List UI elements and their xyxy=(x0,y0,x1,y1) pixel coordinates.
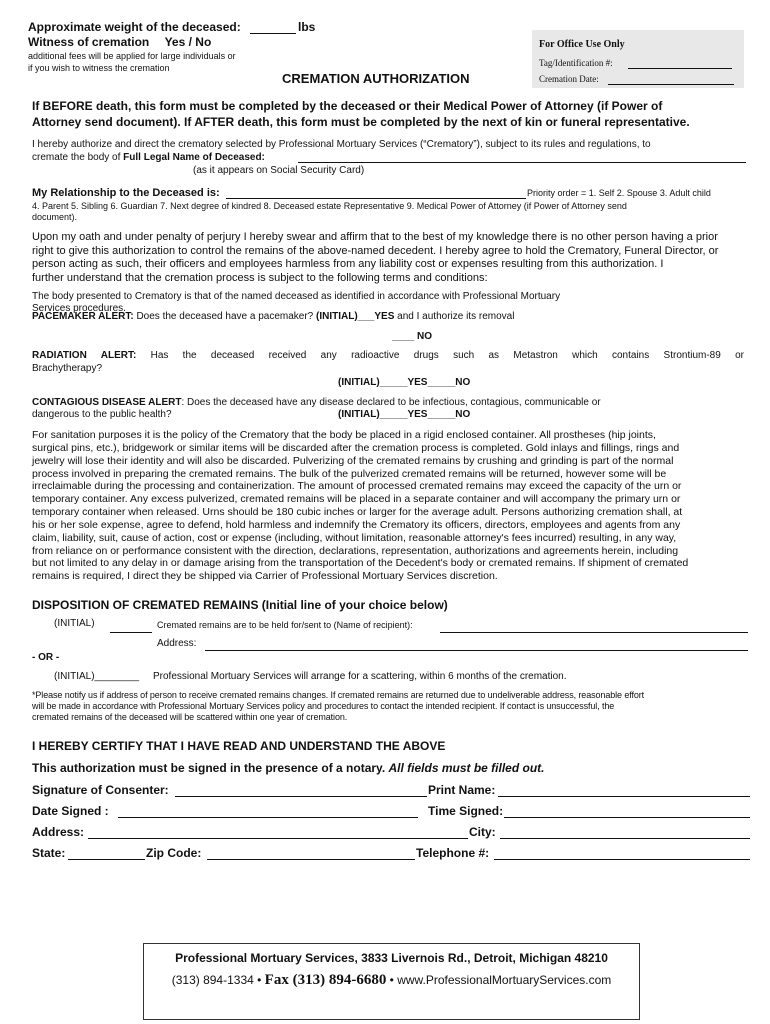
date-signed-label: Date Signed : xyxy=(32,804,109,818)
priority-line-2: 4. Parent 5. Sibling 6. Guardian 7. Next degree of kindred 8. Deceased estate Representative 9. Medical Power of Attorney (if Power of Attorney send xyxy=(32,201,627,211)
footer-phone: (313) 894-1334 • xyxy=(171,973,265,987)
address-label: Address: xyxy=(157,638,197,649)
weight-label xyxy=(28,20,241,34)
priority-line-3: document). xyxy=(32,212,78,222)
telephone-field[interactable] xyxy=(494,859,750,860)
body-presented-line-1: The body presented to Crematory is that of the named deceased as identified in accordance with Professional Mortuary xyxy=(32,291,561,302)
sanitation-line: surgical pins, etc.), bridgework or similar items will be discarded after the cremation process is completed. Gold inlays and fillings, rings and xyxy=(32,441,680,454)
witness-label-text: Witness of cremation xyxy=(28,35,150,49)
sanitation-line: irreclaimable during the processing and containerization. The amount of processed cremated remains may exceed the capacity of the urn or xyxy=(32,480,682,493)
certify-heading: I HEREBY CERTIFY THAT I HAVE READ AND UNDERSTAND THE ABOVE xyxy=(32,739,446,753)
cremation-date-label: Cremation Date: xyxy=(539,74,599,84)
radiation-alert xyxy=(32,350,744,361)
sanitation-line: remains is required, I direct they be shipped via Carrier of Professional Mortuary Services discretion. xyxy=(32,570,498,583)
signature-label: Signature of Consenter: xyxy=(32,783,169,797)
oath-line-2: right to give this authorization to control the remains of the above-named decedent. I hereby agree to hold the Crematory, Funeral Director, or xyxy=(32,244,719,257)
address-field-label: Address: xyxy=(32,825,85,839)
sanitation-line: process involved in preparing the cremated remains. The bulk of the pulverized cremated remains will be returned, however some will be xyxy=(32,467,667,480)
city-field[interactable] xyxy=(500,838,750,839)
intro-line-1: If BEFORE death, this form must be completed by the deceased or their Medical Power of Attorney (if Power of xyxy=(32,99,663,113)
witness-options[interactable]: Yes / No xyxy=(164,35,212,49)
footer-address: Professional Mortuary Services, 3833 Livernois Rd., Detroit, Michigan 48210 xyxy=(175,951,608,965)
notary-notice xyxy=(32,761,545,775)
deceased-name-field[interactable] xyxy=(298,162,746,163)
state-label: State: xyxy=(32,846,66,860)
pacemaker-tail: and I authorize its removal xyxy=(394,311,515,322)
authorize-line-3: (as it appears on Social Security Card) xyxy=(193,165,365,176)
fees-note-1: additional fees will be applied for large individuals or xyxy=(28,51,236,61)
state-field[interactable] xyxy=(68,859,145,860)
tag-field[interactable] xyxy=(628,68,732,69)
recipient-name-field[interactable] xyxy=(440,632,748,633)
sanitation-line: from reliance on or performance consistent with the direction, declarations, representation, authorizations and agreements herein, including xyxy=(32,544,679,557)
sanitation-line: his or her sole expense, agree to defend, hold harmless and indemnify the Crematory its officers, directors, employees and agents from any xyxy=(32,518,681,531)
footer-fax: Fax (313) 894-6680 xyxy=(264,972,387,988)
disposition-note-2: will be made in accordance with Professional Mortuary Services policy and procedures to contact the intended recipient. If contact is unsuccessful, the xyxy=(32,701,615,711)
pacemaker-no[interactable]: ____ NO xyxy=(392,331,433,342)
fees-note-2: if you wish to witness the cremation xyxy=(28,63,170,73)
telephone-label: Telephone #: xyxy=(416,846,490,860)
priority-line-1: Priority order = 1. Self 2. Spouse 3. Adult child xyxy=(527,188,711,198)
oath-paragraph xyxy=(32,231,742,285)
sanitation-paragraph xyxy=(32,429,742,583)
zip-field[interactable] xyxy=(207,859,415,860)
option-scattering: Professional Mortuary Services will arrange for a scattering, within 6 months of the cremation. xyxy=(153,671,567,682)
disposition-note-3: cremated remains of the deceased will be scattered within one year of cremation. xyxy=(32,712,348,722)
print-name-label: Print Name: xyxy=(428,783,496,797)
radiation-label: RADIATION ALERT: xyxy=(32,350,137,361)
weight-field[interactable] xyxy=(250,33,296,34)
date-signed-field[interactable] xyxy=(118,817,418,818)
authorize-line-2 xyxy=(32,152,265,163)
contagious-line-2: dangerous to the public health? xyxy=(32,409,172,420)
witness-label xyxy=(28,35,211,49)
disposition-heading: DISPOSITION OF CREMATED REMAINS (Initial line of your choice below) xyxy=(32,598,448,612)
radiation-line-2: Brachytherapy? xyxy=(32,363,103,374)
weight-unit: lbs xyxy=(298,20,316,34)
address-field[interactable] xyxy=(88,838,468,839)
intro-line-2: Attorney send document). If AFTER death, this form must be completed by the next of kin or funeral representative. xyxy=(32,115,690,129)
radiation-answer[interactable]: (INITIAL)_____YES_____NO xyxy=(338,377,471,388)
time-signed-field[interactable] xyxy=(504,817,750,818)
contagious-alert xyxy=(32,397,601,408)
pacemaker-yes[interactable]: (INITIAL)___YES xyxy=(316,311,395,322)
pacemaker-alert xyxy=(32,311,514,322)
oath-line-3: person acting as such, their officers and employees harmless from any liability cost or expenses resulting from this authorization. I xyxy=(32,258,664,271)
tag-label: Tag/Identification #: xyxy=(539,58,613,68)
authorize-line-1: I hereby authorize and direct the crematory selected by Professional Mortuary Services (“Crematory”), subject to its rules and regulations, to xyxy=(32,139,651,150)
signature-field[interactable] xyxy=(175,796,427,797)
contagious-answer[interactable]: (INITIAL)_____YES_____NO xyxy=(338,409,471,420)
weight-label-text: Approximate weight of the deceased: xyxy=(28,20,241,34)
cremation-date-field[interactable] xyxy=(608,84,734,85)
pacemaker-question: Does the deceased have a pacemaker? xyxy=(133,311,317,322)
authorize-prefix: cremate the body of xyxy=(32,152,124,163)
option-held-sent: Cremated remains are to be held for/sent to (Name of recipient): xyxy=(157,620,413,630)
oath-line-4: further understand that the cremation process is subject to the following terms and conditions: xyxy=(32,271,488,284)
form-title: CREMATION AUTHORIZATION xyxy=(282,71,470,86)
initial-field-1[interactable] xyxy=(110,632,152,633)
office-use-box xyxy=(532,30,744,88)
contagious-question: : Does the deceased have any disease declared to be infectious, contagious, communicable or xyxy=(181,397,601,408)
footer-contact xyxy=(144,972,639,989)
footer-website[interactable]: • www.ProfessionalMortuaryServices.com xyxy=(386,973,612,987)
sanitation-line: For sanitation purposes it is the policy of the Crematory that the body be placed in a rigid enclosed container. All prostheses (hip joints, xyxy=(32,429,656,441)
print-name-field[interactable] xyxy=(498,796,750,797)
time-signed-label: Time Signed: xyxy=(428,804,504,818)
zip-label: Zip Code: xyxy=(146,846,202,860)
deceased-name-label: Full Legal Name of Deceased: xyxy=(123,152,265,163)
city-label: City: xyxy=(469,825,496,839)
recipient-address-field[interactable] xyxy=(205,650,748,651)
relationship-field[interactable] xyxy=(226,198,526,199)
oath-line-1: Upon my oath and under penalty of perjury I hereby swear and affirm that to the best of my knowledge there is no other person having a prior xyxy=(32,231,718,243)
footer-box xyxy=(143,943,640,1020)
office-heading: For Office Use Only xyxy=(539,39,625,50)
contagious-label: CONTAGIOUS DISEASE ALERT xyxy=(32,397,182,408)
pacemaker-label: PACEMAKER ALERT: xyxy=(32,311,134,322)
sanitation-line: jewelry will lose their identity and will also be discarded. Pulverizing of the cremated remains by crushing and grinding is part of the normal xyxy=(32,454,674,467)
fields-required-text: All fields must be filled out. xyxy=(388,761,545,775)
sanitation-line: but not limited to any delay in or damage arising from the transportation of the Decedent's body or cremated remains. If shipment of cremated xyxy=(32,557,689,570)
body-presented-line-2: Services procedures. xyxy=(32,303,126,314)
sanitation-line: claim, liability, suit, cause of action, cost or expense (including, without limitation, reasonable attorney's fees incurred) resulting, in any way, xyxy=(32,531,677,544)
initial-field-2[interactable]: (INITIAL)________ xyxy=(54,671,140,682)
or-divider: - OR - xyxy=(32,652,60,663)
notary-text: This authorization must be signed in the presence of a notary. xyxy=(32,761,389,775)
radiation-question: Has the deceased received any radioactive drugs such as Metastron which contains Strontium-89 or xyxy=(136,350,744,361)
initial-label-1: (INITIAL) xyxy=(54,618,95,629)
relationship-label: My Relationship to the Deceased is: xyxy=(32,187,220,199)
sanitation-line: temporary container. Any excess pulverized, cremated remains will be placed in a separate container and will accompany the primary urn or xyxy=(32,493,681,506)
disposition-note-1: *Please notify us if address of person to receive cremated remains changes. If cremated remains are returned due to undeliverable address, reasonable effort xyxy=(32,690,645,700)
sanitation-line: temporary container when released. Urns should be 180 cubic inches or larger for the average adult. Persons authorizing cremation shall, at xyxy=(32,506,683,519)
